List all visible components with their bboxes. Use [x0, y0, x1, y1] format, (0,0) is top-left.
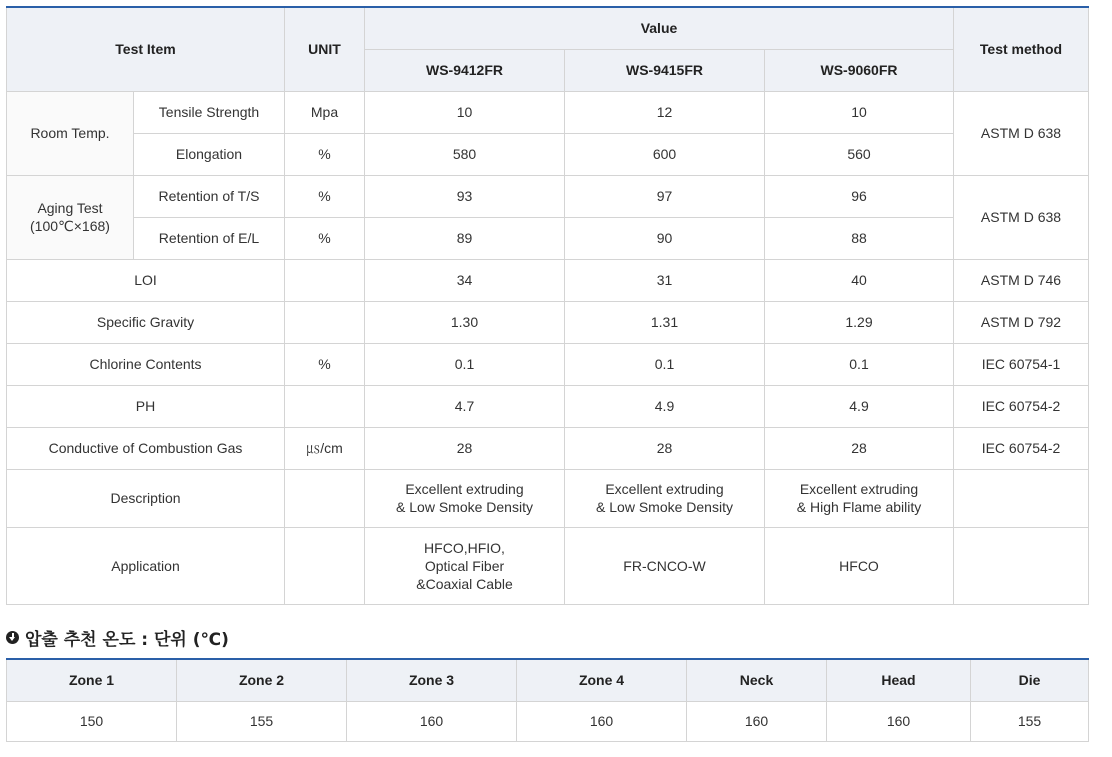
method-cell: IEC 60754-1 — [954, 343, 1089, 385]
item-description: Description — [7, 469, 285, 527]
method-aging-test: ASTM D 638 — [954, 175, 1089, 259]
value-cell: 4.9 — [765, 385, 954, 427]
header-zone-3: Zone 3 — [347, 659, 517, 701]
value-cell: 580 — [365, 133, 565, 175]
method-room-temp: ASTM D 638 — [954, 91, 1089, 175]
header-die: Die — [971, 659, 1089, 701]
method-cell: IEC 60754-2 — [954, 385, 1089, 427]
table-row — [7, 385, 1089, 427]
header-unit: UNIT — [285, 7, 365, 91]
header-head: Head — [827, 659, 971, 701]
item-ph: PH — [7, 385, 285, 427]
header-product-ws-9412fr: WS-9412FR — [365, 49, 565, 91]
value-cell: 160 — [687, 701, 827, 741]
value-cell: 160 — [347, 701, 517, 741]
item-tensile-strength: Tensile Strength — [134, 91, 285, 133]
extrusion-temperature-table — [6, 658, 1089, 742]
value-cell: 89 — [365, 217, 565, 259]
value-cell: Excellent extruding & Low Smoke Density — [565, 469, 765, 527]
value-cell: 4.9 — [565, 385, 765, 427]
value-cell: Excellent extruding & Low Smoke Density — [365, 469, 565, 527]
table-row — [7, 427, 1089, 469]
value-cell: 10 — [765, 91, 954, 133]
value-cell: HFCO — [765, 527, 954, 604]
value-cell: 155 — [971, 701, 1089, 741]
value-cell: 93 — [365, 175, 565, 217]
method-cell — [954, 527, 1089, 604]
table-row — [7, 259, 1089, 301]
item-chlorine-contents: Chlorine Contents — [7, 343, 285, 385]
header-test-item: Test Item — [7, 7, 285, 91]
value-cell: 31 — [565, 259, 765, 301]
method-cell: IEC 60754-2 — [954, 427, 1089, 469]
unit-cell: Mpa — [285, 91, 365, 133]
item-retention-ts: Retention of T/S — [134, 175, 285, 217]
unit-cell: % — [285, 133, 365, 175]
value-cell: 1.29 — [765, 301, 954, 343]
value-cell: 150 — [7, 701, 177, 741]
value-cell: 40 — [765, 259, 954, 301]
value-cell: 90 — [565, 217, 765, 259]
table-row — [7, 469, 1089, 527]
arrow-down-circle-icon — [6, 631, 19, 644]
value-cell: 0.1 — [765, 343, 954, 385]
item-loi: LOI — [7, 259, 285, 301]
value-cell: Excellent extruding & High Flame ability — [765, 469, 954, 527]
header-product-ws-9415fr: WS-9415FR — [565, 49, 765, 91]
value-cell: 34 — [365, 259, 565, 301]
extrusion-section-title — [6, 625, 229, 649]
header-zone-2: Zone 2 — [177, 659, 347, 701]
method-cell — [954, 469, 1089, 527]
header-zone-1: Zone 1 — [7, 659, 177, 701]
item-elongation: Elongation — [134, 133, 285, 175]
value-cell: 12 — [565, 91, 765, 133]
value-cell: 1.30 — [365, 301, 565, 343]
header-neck: Neck — [687, 659, 827, 701]
unit-cell: % — [285, 175, 365, 217]
value-cell: 600 — [565, 133, 765, 175]
item-specific-gravity: Specific Gravity — [7, 301, 285, 343]
table-row — [7, 301, 1089, 343]
table-row — [7, 91, 1089, 133]
value-cell: HFCO,HFIO, Optical Fiber &Coaxial Cable — [365, 527, 565, 604]
unit-cell: ㎲/cm — [285, 427, 365, 469]
header-value: Value — [365, 7, 954, 49]
item-retention-el: Retention of E/L — [134, 217, 285, 259]
unit-cell — [285, 259, 365, 301]
value-cell: 28 — [365, 427, 565, 469]
table-row — [7, 701, 1089, 741]
spec-table — [6, 6, 1089, 605]
unit-cell — [285, 527, 365, 604]
group-room-temp: Room Temp. — [7, 91, 134, 175]
value-cell: 0.1 — [565, 343, 765, 385]
group-aging-test: Aging Test (100℃×168) — [7, 175, 134, 259]
unit-cell — [285, 301, 365, 343]
extrusion-title-text: 압출 추천 온도 : 단위 (℃) — [25, 629, 229, 650]
unit-cell: % — [285, 343, 365, 385]
table-row — [7, 133, 1089, 175]
item-application: Application — [7, 527, 285, 604]
table-row — [7, 175, 1089, 217]
item-conductive-combustion-gas: Conductive of Combustion Gas — [7, 427, 285, 469]
value-cell: 28 — [765, 427, 954, 469]
value-cell: 88 — [765, 217, 954, 259]
value-cell: 160 — [517, 701, 687, 741]
value-cell: 96 — [765, 175, 954, 217]
value-cell: 97 — [565, 175, 765, 217]
unit-cell — [285, 385, 365, 427]
header-zone-4: Zone 4 — [517, 659, 687, 701]
value-cell: 155 — [177, 701, 347, 741]
table-row — [7, 343, 1089, 385]
value-cell: 0.1 — [365, 343, 565, 385]
method-cell: ASTM D 792 — [954, 301, 1089, 343]
value-cell: FR-CNCO-W — [565, 527, 765, 604]
header-product-ws-9060fr: WS-9060FR — [765, 49, 954, 91]
value-cell: 28 — [565, 427, 765, 469]
unit-cell: % — [285, 217, 365, 259]
value-cell: 4.7 — [365, 385, 565, 427]
table-row — [7, 217, 1089, 259]
header-test-method: Test method — [954, 7, 1089, 91]
value-cell: 10 — [365, 91, 565, 133]
method-cell: ASTM D 746 — [954, 259, 1089, 301]
unit-cell — [285, 469, 365, 527]
value-cell: 560 — [765, 133, 954, 175]
table-row — [7, 527, 1089, 604]
value-cell: 160 — [827, 701, 971, 741]
value-cell: 1.31 — [565, 301, 765, 343]
